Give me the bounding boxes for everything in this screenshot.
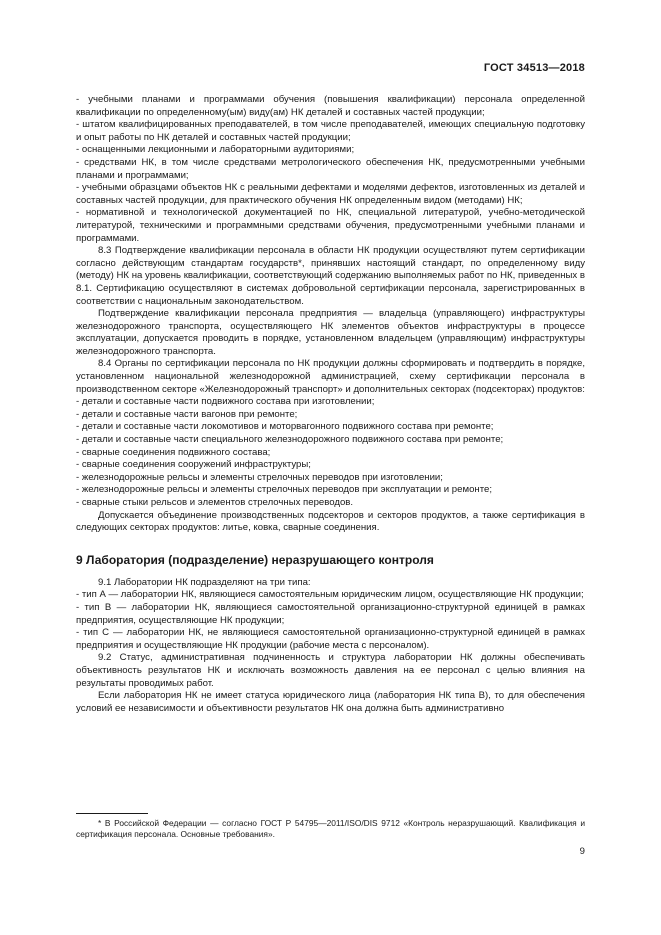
paragraph-9-2: 9.2 Статус, административная подчиненность и структура лаборатории НК должны обеспечивать объективность результатов НК и исключать возможность давления на ее персонал с целью влияния на результаты проводимых работ.: [76, 652, 585, 689]
paragraph-8-3: 8.3 Подтверждение квалификации персонала в области НК продукции осуществляют путем сертификации согласно действующим стандартам государств*, принявших настоящий стандарт, по определенному виду (методу) НК на уровень квалификации, соответствующий содержанию выполняемых работ по НК, приведенных в 8.1. Сертификацию осуществляют в системах добровольной сертификации персонала, зарегистрированных в соответствии с национальным законодательством.: [76, 245, 585, 307]
document-code-header: ГОСТ 34513—2018: [483, 62, 585, 74]
paragraph-9-1: 9.1 Лаборатории НК подразделяют на три типа:: [98, 576, 311, 588]
list-item: - нормативной и технологической документацией по НК, специальной литературой, учебно-методической литературой, техническими и программными средствами обучения, предусмотренными учебными планами и программами.: [76, 207, 585, 244]
list-item: - детали и составные части локомотивов и моторвагонного подвижного состава при ремонте;: [76, 421, 494, 433]
list-item: - тип А — лаборатории НК, являющиеся самостоятельным юридическим лицом, осуществляющие НК продукции;: [76, 589, 584, 601]
footnote: * В Российской Федерации — согласно ГОСТ Р 54795—2011/ISO/DIS 9712 «Контроль неразрушающий. Квалификация и сертификация персонала. Основные требования».: [76, 818, 585, 839]
page-number: 9: [579, 846, 585, 857]
paragraph: Если лаборатория НК не имеет статуса юридического лица (лаборатория НК типа В), то для обеспечения условий ее независимости и объективности результатов НК она должна быть административно: [76, 690, 585, 714]
list-item: - сварные стыки рельсов и элементов стрелочных переводов.: [76, 497, 354, 508]
list-item: - тип С — лаборатории НК, не являющиеся самостоятельной организационно-структурной единицей в рамках предприятия и осуществляющие НК продукции (рабочие места с персоналом).: [76, 627, 585, 651]
document-body: [76, 94, 585, 715]
list-item: - сварные соединения подвижного состава;: [76, 446, 271, 458]
list-item: - штатом квалифицированных преподавателей, в том числе преподавателей, имеющих специальную подготовку и опыт работы по НК деталей и составных частей продукции;: [76, 119, 585, 143]
paragraph: Подтверждение квалификации персонала предприятия — владельца (управляющего) инфраструктуры железнодорожного транспорта, осуществляющего НК элементов объектов инфраструктуры в процессе эксплуатации, допускается проводить в порядке, установленном владельцем (управляющим) инфраструктуры железнодорожного транспорта.: [76, 308, 585, 357]
list-item: - детали и составные части специального железнодорожного подвижного состава при ремонте;: [76, 434, 504, 446]
list-item: - железнодорожные рельсы и элементы стрелочных переводов при эксплуатации и ремонте;: [76, 484, 492, 496]
list-item: - детали и составные части вагонов при ремонте;: [76, 408, 298, 420]
paragraph-8-4: 8.4 Органы по сертификации персонала по НК продукции должны сформировать и подтвердить в порядке, установленном национальной железнодорожной администрацией, схему сертификации персонала в производственном секторе «Железнодорожный транспорт» и дополнительных секторах (подсекторах) продуктов:: [76, 358, 585, 395]
section-9-heading: 9 Лаборатория (подразделение) неразрушающего контроля: [76, 552, 434, 567]
list-item: - учебными образцами объектов НК с реальными дефектами и моделями дефектов, изготовленных из деталей и составных частей продукции, для практического обучения НК определенным видом (методами) НК;: [76, 182, 585, 206]
list-item: - средствами НК, в том числе средствами метрологического обеспечения НК, предусмотренными учебными планами и программами;: [76, 156, 585, 181]
paragraph: Допускается объединение производственных подсекторов и секторов продуктов, а также сертификация в следующих секторах продуктов: литье, ковка, сварные соединения.: [76, 509, 585, 534]
list-item: - детали и составные части подвижного состава при изготовлении;: [76, 396, 375, 408]
list-item: - сварные соединения сооружений инфраструктуры;: [76, 459, 311, 471]
list-item: - учебными планами и программами обучения (повышения квалификации) персонала определенной квалификации по определенному(ым) виду(ам) НК деталей и составных частей продукции;: [76, 94, 585, 118]
list-item: - тип В — лаборатории НК, являющиеся самостоятельной организационно-структурной единицей в рамках предприятия, осуществляющие НК продукции;: [76, 601, 585, 626]
footnote-divider: [76, 813, 148, 814]
list-item: - оснащенными лекционными и лабораторными аудиториями;: [76, 144, 355, 156]
list-item: - железнодорожные рельсы и элементы стрелочных переводов при изготовлении;: [76, 471, 443, 483]
